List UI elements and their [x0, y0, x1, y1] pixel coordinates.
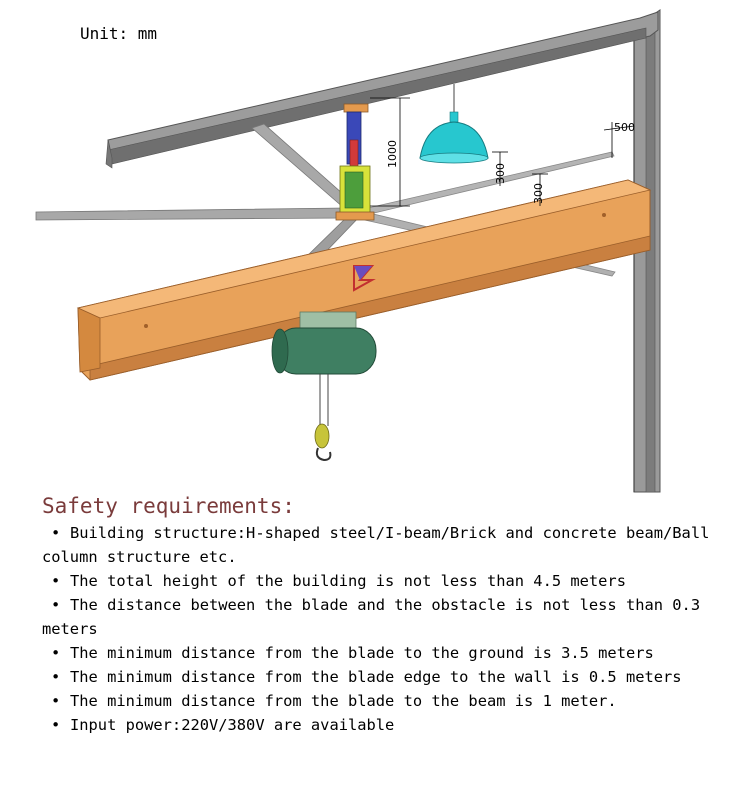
bullet-icon: • — [51, 716, 61, 734]
dimension-300-beam-label: 300 — [532, 183, 545, 204]
list-item — [42, 569, 742, 593]
ceiling-lamp — [420, 84, 488, 163]
bullet-icon: • — [51, 644, 61, 662]
list-item-text: The distance between the blade and the obstacle is not less than 0.3 meters — [42, 596, 701, 638]
list-item — [42, 713, 742, 737]
list-item-text: The minimum distance from the blade to the ground is 3.5 meters — [70, 644, 654, 662]
electric-hoist — [272, 312, 376, 460]
list-item — [42, 689, 742, 713]
bullet-icon: • — [51, 692, 61, 710]
fan-motor — [336, 104, 374, 220]
unit-label: Unit: mm — [80, 24, 158, 43]
dimension-300-lamp-label: 300 — [494, 163, 507, 184]
safety-title: Safety requirements: — [42, 494, 295, 518]
list-item-text: The minimum distance from the blade to the beam is 1 meter. — [70, 692, 617, 710]
dimension-500-label: 500 — [614, 121, 635, 134]
list-item-text: The total height of the building is not less than 4.5 meters — [70, 572, 626, 590]
bullet-icon: • — [51, 668, 61, 686]
list-item-text: Input power:220V/380V are available — [70, 716, 395, 734]
bullet-icon: • — [51, 596, 61, 614]
list-item-text: Building structure:H-shaped steel/I-beam/Brick and concrete beam/Ball column structure etc. — [42, 524, 710, 566]
list-item — [42, 641, 742, 665]
dimension-1000-label: 1000 — [386, 140, 399, 168]
list-item-text: The minimum distance from the blade edge to the wall is 0.5 meters — [70, 668, 682, 686]
dimension-1000 — [370, 98, 410, 206]
roof-steel-beam — [106, 12, 658, 168]
safety-list — [42, 521, 742, 737]
list-item — [42, 521, 742, 569]
list-item — [42, 665, 742, 689]
bullet-icon: • — [51, 572, 61, 590]
safety-requirements — [42, 493, 742, 737]
bullet-icon: • — [51, 524, 61, 542]
list-item — [42, 593, 742, 641]
dimension-300-lamp — [492, 152, 508, 186]
